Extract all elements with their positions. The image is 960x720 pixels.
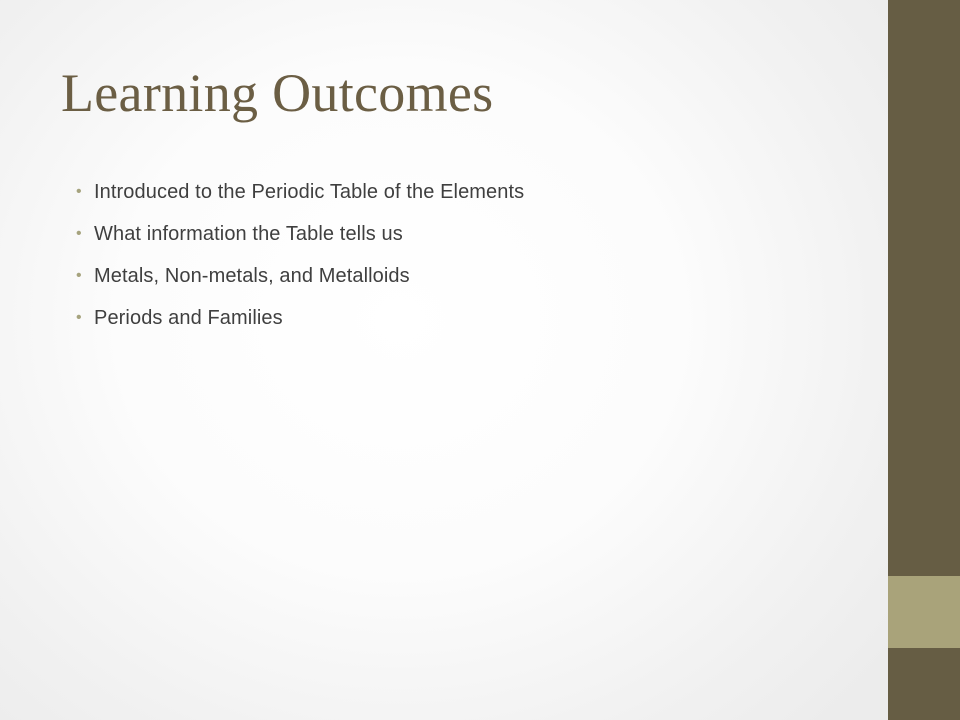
bullet-list <box>76 171 856 339</box>
bullet-item <box>76 213 856 255</box>
bullet-item <box>76 255 856 297</box>
bullet-icon: • <box>76 309 82 326</box>
slide-title: Learning Outcomes <box>61 63 494 123</box>
bullet-text: What information the Table tells us <box>94 223 403 245</box>
sidebar-block-top <box>888 0 960 576</box>
bullet-text: Periods and Families <box>94 307 283 329</box>
sidebar-block-bottom <box>888 648 960 720</box>
decorative-sidebar <box>888 0 960 720</box>
bullet-icon: • <box>76 183 82 200</box>
sidebar-block-accent <box>888 576 960 648</box>
bullet-text: Introduced to the Periodic Table of the Elements <box>94 181 525 203</box>
bullet-icon: • <box>76 267 82 284</box>
bullet-icon: • <box>76 225 82 242</box>
bullet-item <box>76 297 856 339</box>
bullet-item <box>76 171 856 213</box>
bullet-text: Metals, Non-metals, and Metalloids <box>94 265 410 287</box>
